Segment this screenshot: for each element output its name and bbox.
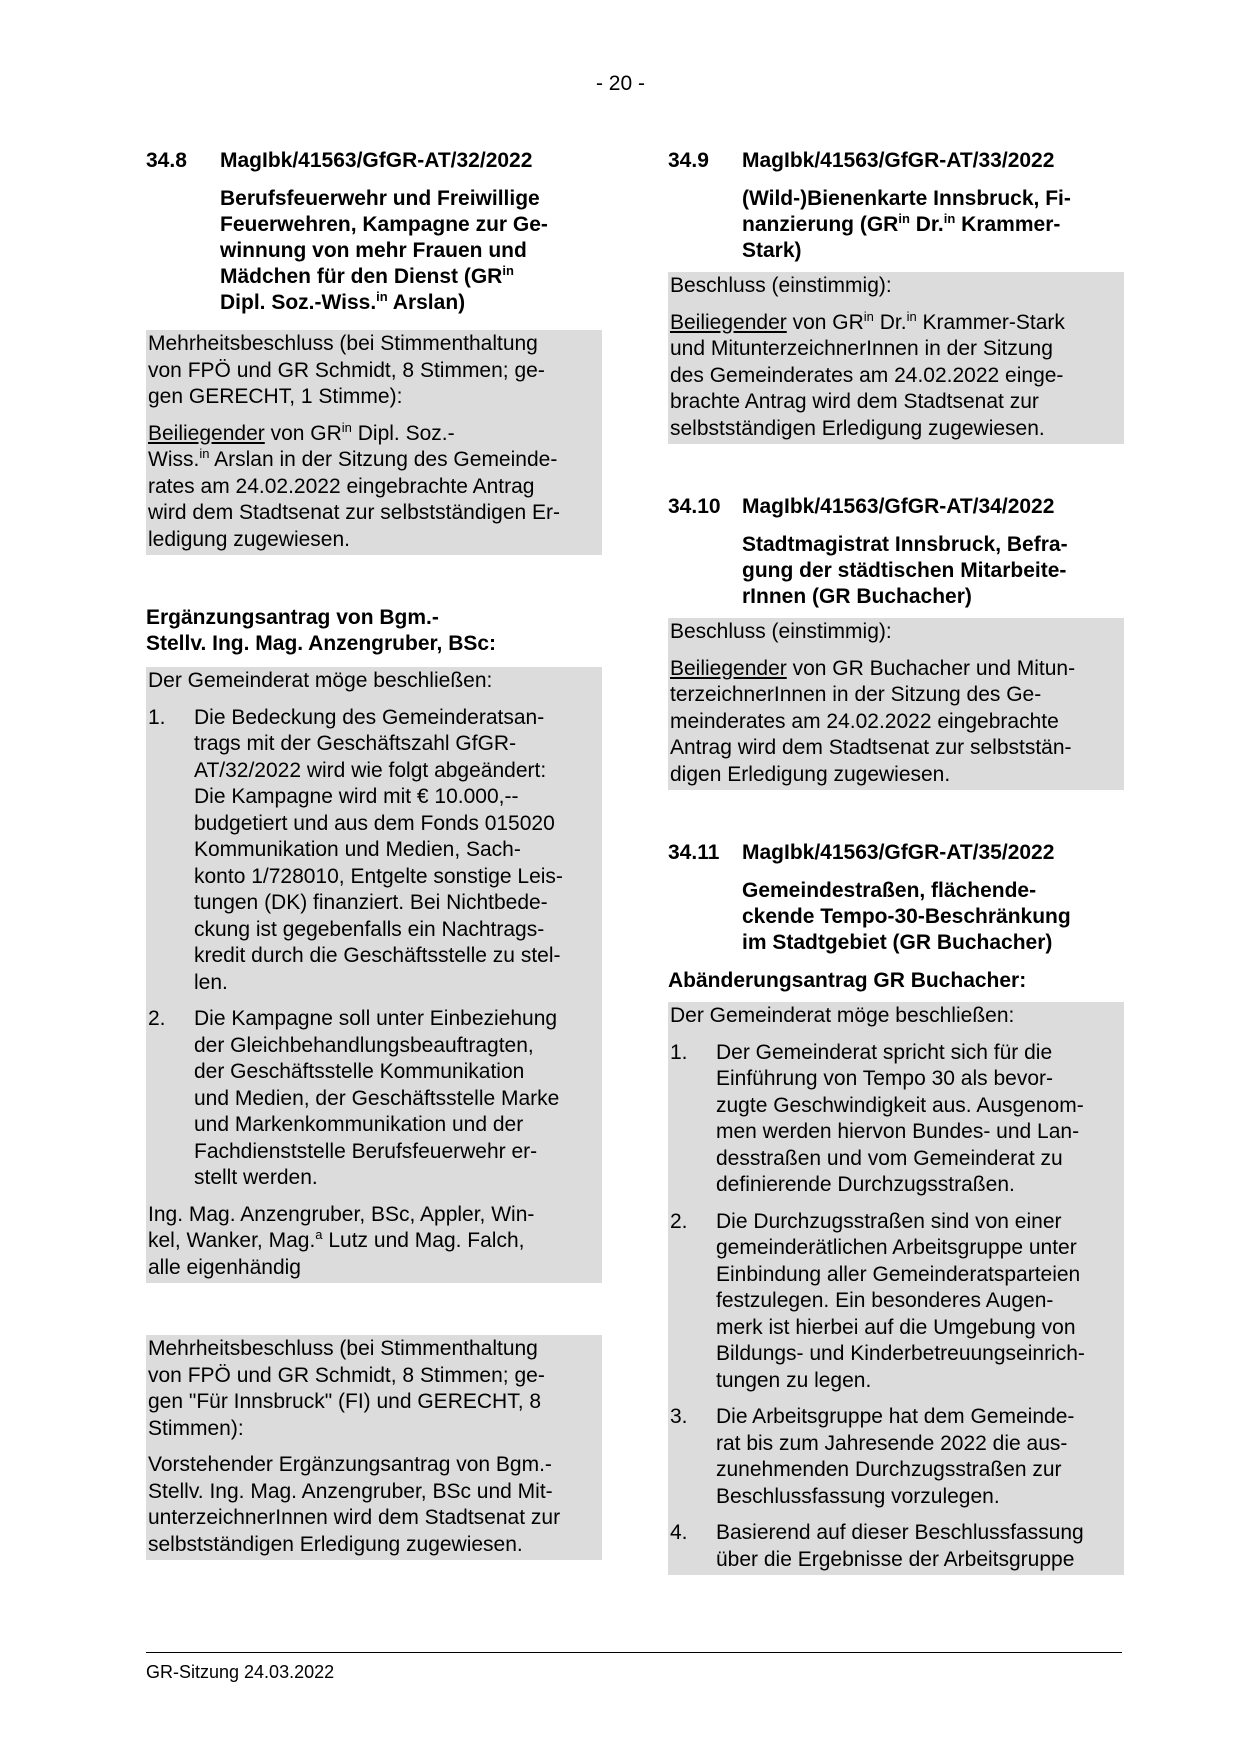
- item-title: Stadtmagistrat Innsbruck, Befra- gung der städtischen Mitarbeite- rInnen (GR Buchacher): [742, 533, 1068, 608]
- list-item: 2. Die Durchzugsstraßen sind von einer gemeinderätlichen Arbeitsgruppe unter Einbindung aller Gemeinderatsparteien festzulegen. Ein besonderes Augen- merk ist hierbei auf die Umgebung von Bildungs- und Kinderbetreuungseinrich- tungen zu legen.: [670, 1209, 1085, 1392]
- item-code: MagIbk/41563/GfGR-AT/32/2022: [220, 149, 533, 172]
- page-number: - 20 -: [595, 72, 645, 95]
- decision-block-2: Mehrheitsbeschluss (bei Stimmenthaltung von FPÖ und GR Schmidt, 8 Stimmen; ge- gen "Für Innsbruck" (FI) und GERECHT, 8 Stimmen): Vorstehender Ergänzungsantrag von Bgm.- Stellv. Ing. Mag. Anzengruber, BSc und Mit- unterzeichnerInnen wird dem Stadtsenat zur selbstständigen Erledigung zugewiesen.: [146, 1335, 602, 1560]
- item-title: Gemeindestraßen, flächende- ckende Tempo-30-Beschränkung im Stadtgebiet (GR Buchacher): [742, 879, 1071, 954]
- right-column: [668, 148, 1124, 1575]
- item-code: MagIbk/41563/GfGR-AT/33/2022: [742, 149, 1055, 172]
- agenda-item-34-10: [668, 494, 1124, 790]
- footer-text: GR-Sitzung 24.03.2022: [146, 1662, 335, 1682]
- item-number: 34.10: [668, 495, 721, 518]
- decision-block: Beschluss (einstimmig): Beiliegender von $GR^{in}$ Dr.$^{in}$ Krammer-Stark und MitunterzeichnerInnen in der Sitzung des Gemeinderates am 24.02.2022 einge- brachte Antrag wird dem Stadtsenat zur selbstständigen Erledigung zugewiesen.: [668, 272, 1124, 444]
- amendment-body: Der Gemeinderat möge beschließen: 1. Der Gemeinderat spricht sich für die Einführung von Tempo 30 als bevor- zugte Geschwindigkeit aus. Ausgenom- men werden hiervon Bundes- und Lan- desstraßen und vom Gemeinderat zu definierende Durchzugsstraßen. 2. Die Durchzugsstraßen sind von einer gemeinderätlichen Arbeitsgruppe unter Einbindung aller Gemeinderatsparteien festzulegen. Ein besonderes Augen- merk ist hierbei auf die Umgebung von Bildungs- und Kinderbetreuungseinrich- tungen zu legen. 3. Die Arbeitsgruppe hat dem Gemeinde- rat bis zum Jahresende 2022 die aus- zunehmenden Durchzugsstraßen zur Beschlussfassung vorzulegen. 4. Basierend auf dieser Beschlussfassung über die Ergebnisse der Arbeitsgruppe: [668, 1002, 1124, 1575]
- agenda-item-34-9: [668, 148, 1124, 444]
- supplement-motion: [146, 605, 602, 1283]
- item-title: Berufsfeuerwehr und Freiwillige Feuerwehren, Kampagne zur Ge- winnung von mehr Frauen und Mädchen für den Dienst ($GR^{in}$ Dipl. Soz.-Wiss.$^{in}$ Arslan): [220, 187, 548, 314]
- item-code: MagIbk/41563/GfGR-AT/34/2022: [742, 495, 1055, 518]
- item-title: (Wild-)Bienenkarte Innsbruck, Fi- nanzierung ($GR^{in}$ Dr.$^{in}$ Krammer- Stark): [742, 187, 1071, 262]
- list-item: 1. Der Gemeinderat spricht sich für die Einführung von Tempo 30 als bevor- zugte Geschwindigkeit aus. Ausgenom- men werden hiervon Bundes- und Lan- desstraßen und vom Gemeinderat zu definierende Durchzugsstraßen.: [670, 1040, 1084, 1196]
- item-number: 34.9: [668, 149, 709, 172]
- agenda-item-header: [146, 148, 602, 174]
- left-column: [146, 148, 602, 1560]
- list-item: 3. Die Arbeitsgruppe hat dem Gemeinde- rat bis zum Jahresende 2022 die aus- zunehmenden Durchzugsstraßen zur Beschlussfassung vorzulegen.: [670, 1405, 1075, 1508]
- supplement-body: Der Gemeinderat möge beschließen: 1. Die Bedeckung des Gemeinderatsan- trags mit der Geschäftszahl GfGR- AT/32/2022 wird wie folgt abgeändert: Die Kampagne wird mit € 10.000,-- budgetiert und aus dem Fonds 015020 Kommunikation und Medien, Sach- konto 1/728010, Entgelte sonstige Leis- tungen (DK) finanziert. Bei Nichtbede- ckung ist gegebenfalls ein Nachtrags- kredit durch die Geschäftsstelle zu stel- len. 2. Die Kampagne soll unter Einbeziehung der Gleichbehandlungsbeauftragten, der Geschäftsstelle Kommunikation und Medien, der Geschäftsstelle Marke und Markenkommunikation und der Fachdienststelle Berufsfeuerwehr er- stellt werden. Ing. Mag. Anzengruber, BSc, Appler, Win- kel, Wanker, Mag.$^a$ Lutz und Mag. Falch, alle eigenhändig: [146, 667, 602, 1283]
- agenda-item-header: [668, 494, 1124, 520]
- item-number: 34.11: [668, 841, 720, 864]
- footer-divider: [146, 1652, 1122, 1653]
- supplement-heading: Ergänzungsantrag von Bgm.- Stellv. Ing. Mag. Anzengruber, BSc:: [146, 606, 497, 655]
- item-number: 34.8: [146, 149, 187, 172]
- agenda-item-34-11: [668, 840, 1124, 1575]
- agenda-item-header: [668, 840, 1124, 866]
- signers: Ing. Mag. Anzengruber, BSc, Appler, Win- kel, Wanker, Mag.$^a$ Lutz und Mag. Falch, alle eigenhändig: [148, 1202, 535, 1279]
- item-code: MagIbk/41563/GfGR-AT/35/2022: [742, 841, 1055, 864]
- decision-block: Mehrheitsbeschluss (bei Stimmenthaltung von FPÖ und GR Schmidt, 8 Stimmen; ge- gen GERECHT, 1 Stimme): Beiliegender von $GR^{in}$ Dipl. Soz.- Wiss.$^{in}$ Arslan in der Sitzung des Gemeinde- rates am 24.02.2022 eingebrachte Antrag wird dem Stadtsenat zur selbstständigen Er- ledigung zugewiesen.: [146, 330, 602, 555]
- amendment-heading: Abänderungsantrag GR Buchacher:: [668, 969, 1027, 992]
- agenda-item-34-8: [146, 148, 602, 555]
- list-item: 4. Basierend auf dieser Beschlussfassung über die Ergebnisse der Arbeitsgruppe: [670, 1521, 1084, 1571]
- agenda-item-header: [668, 148, 1124, 174]
- decision-block: Beschluss (einstimmig): Beiliegender von GR Buchacher und Mitun- terzeichnerInnen in der Sitzung des Ge- meinderates am 24.02.2022 eingebrachte Antrag wird dem Stadtsenat zur selbststän- digen Erledigung zugewiesen.: [668, 618, 1124, 790]
- list-item: 1. Die Bedeckung des Gemeinderatsan- trags mit der Geschäftszahl GfGR- AT/32/2022 wird wie folgt abgeändert: Die Kampagne wird mit € 10.000,-- budgetiert und aus dem Fonds 015020 Kommunikation und Medien, Sach- konto 1/728010, Entgelte sonstige Leis- tungen (DK) finanziert. Bei Nichtbede- ckung ist gegebenfalls ein Nachtrags- kredit durch die Geschäftsstelle zu stel- len.: [148, 705, 563, 994]
- list-item: 2. Die Kampagne soll unter Einbeziehung der Gleichbehandlungsbeauftragten, der Geschäftsstelle Kommunikation und Medien, der Geschäftsstelle Marke und Markenkommunikation und der Fachdienststelle Berufsfeuerwehr er- stellt werden.: [148, 1007, 560, 1189]
